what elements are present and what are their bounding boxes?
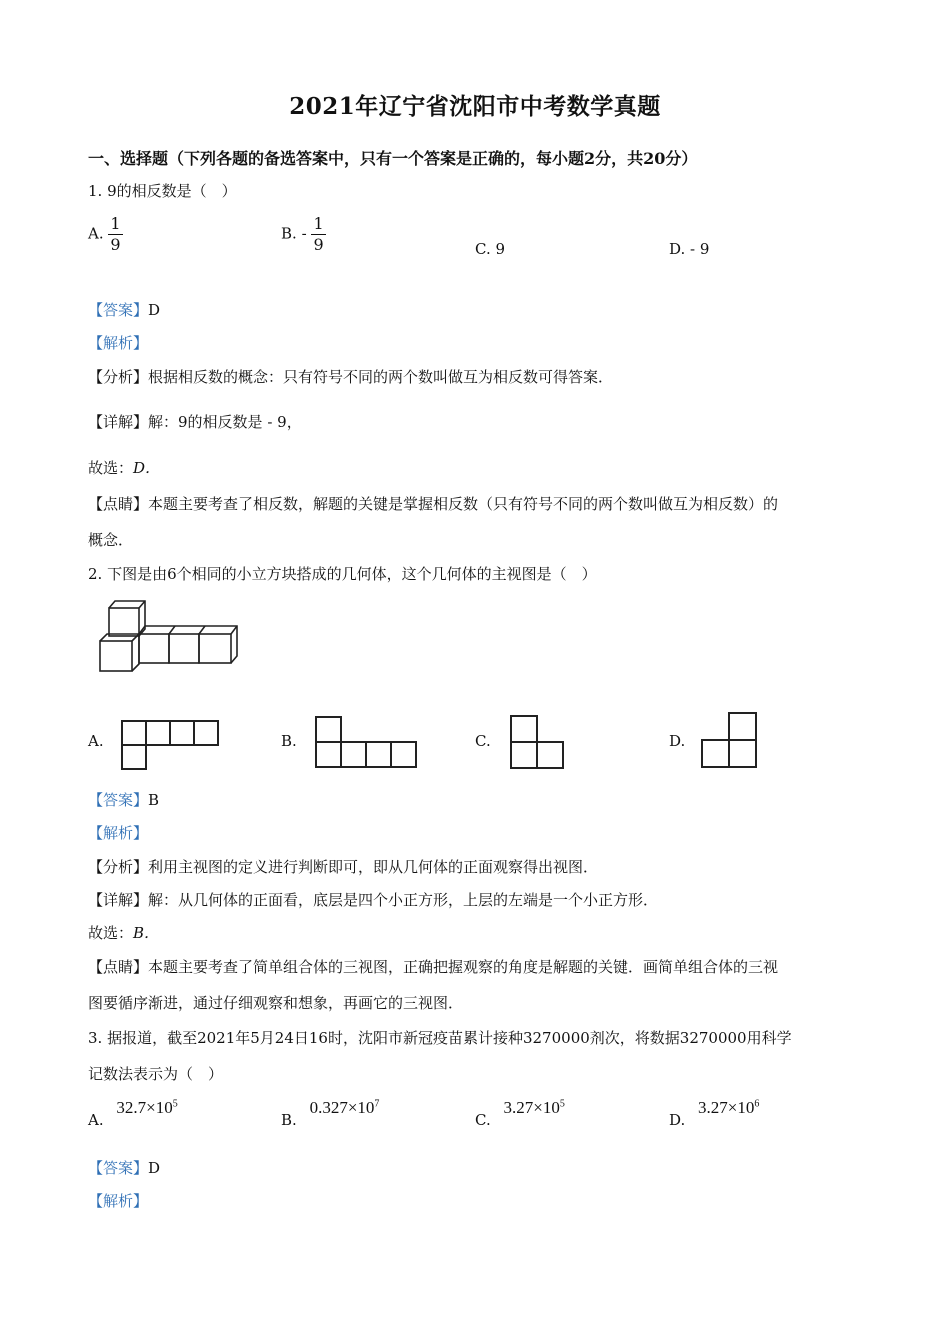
xiangjie-text: 解：9的相反数是 - 9， [148, 413, 302, 431]
fraction [108, 216, 122, 253]
answer-value: B [148, 791, 160, 809]
option-label: B. [281, 224, 297, 243]
q1-xiangjie [88, 411, 302, 432]
numerator: 1 [313, 214, 324, 233]
guxuan-label: 故选： [88, 924, 134, 942]
answer-tag: 【答案】 [88, 1159, 149, 1177]
page-title: 2021年辽宁省沈阳市中考数学真题 [289, 93, 661, 120]
q1-fenxi [88, 366, 613, 387]
sci-base: 3.27×10 [698, 1098, 755, 1117]
option-label: A. [88, 1111, 104, 1129]
q2-answer [88, 789, 159, 810]
guxuan-label: 故选： [88, 459, 134, 477]
q1-option-d [669, 240, 709, 258]
q2-option-a-label: A. [88, 732, 104, 750]
question-2-stem: 2. 下图是由6个相同的小立方块搭成的几何体，这个几何体的主视图是（ ） [88, 565, 597, 583]
q1-answer [88, 299, 160, 320]
q3-option-d [669, 1098, 760, 1129]
guxuan-value: B． [133, 924, 160, 942]
q2-dianjing-cont: 图要循序渐进，通过仔细观察和想象，再画它的三视图． [88, 994, 464, 1012]
denominator: 9 [110, 235, 121, 254]
option-label: A. [88, 224, 104, 243]
dianjing-tag: 【点睛】 [88, 958, 149, 976]
xiangjie-text: 解：从几何体的正面看，底层是四个小正方形，上层的左端是一个小正方形． [148, 891, 659, 909]
q2-dianjing [88, 956, 778, 977]
sci-base: 3.27×10 [503, 1098, 560, 1117]
fenxi-tag: 【分析】 [88, 858, 149, 876]
question-3-stem: 3. 据报道，截至2021年5月24日16时，沈阳市新冠疫苗累计接种3270000剂次，将数据3270000用科学 [88, 1029, 792, 1047]
q2-option-b-label: B. [281, 732, 297, 750]
sci-base: 32.7×10 [116, 1098, 173, 1117]
answer-value: D [148, 1159, 161, 1177]
jiexi-tag: 【解析】 [88, 824, 149, 842]
dianjing-tag: 【点睛】 [88, 495, 149, 513]
fraction [311, 216, 325, 253]
q2-guxuan [88, 922, 159, 943]
xiangjie-tag: 【详解】 [88, 413, 149, 431]
option-label: D. [669, 1111, 686, 1129]
sci-base: 0.327×10 [309, 1098, 375, 1117]
minus-sign: - [301, 224, 307, 243]
option-value [310, 1098, 380, 1117]
denominator: 9 [313, 235, 324, 254]
sci-exponent: 6 [754, 1098, 760, 1110]
option-value [116, 1098, 177, 1117]
cube-solid-figure [96, 598, 246, 678]
option-value [504, 1098, 565, 1117]
question-1-stem: 1. 9的相反数是（ ） [88, 182, 237, 200]
q1-dianjing [88, 493, 778, 514]
guxuan-value: D． [133, 459, 161, 477]
option-value [698, 1098, 759, 1117]
q3-answer [88, 1157, 160, 1178]
option-value: - 9 [690, 240, 710, 258]
q2-option-c-label: C. [475, 732, 491, 750]
q1-jiexi [88, 332, 148, 353]
q2-option-b-figure [315, 716, 419, 771]
answer-value: D [148, 301, 161, 319]
q3-jiexi [88, 1190, 148, 1211]
fenxi-tag: 【分析】 [88, 368, 149, 386]
fenxi-text: 利用主视图的定义进行判断即可，即从几何体的正面观察得出视图． [148, 858, 599, 876]
q2-option-a-figure [121, 720, 223, 772]
option-label: B. [281, 1111, 297, 1129]
dianjing-text: 本题主要考查了简单组合体的三视图，正确把握观察的角度是解题的关键．画简单组合体的三视 [148, 958, 779, 976]
section-heading: 一、选择题（下列各题的备选答案中，只有一个答案是正确的，每小题2分，共20分） [88, 149, 698, 168]
q2-option-d-figure [701, 712, 759, 770]
q2-fenxi [88, 856, 598, 877]
fenxi-text: 根据相反数的概念：只有符号不同的两个数叫做互为相反数可得答案． [148, 368, 614, 386]
q2-option-d-label: D. [669, 732, 686, 750]
answer-tag: 【答案】 [88, 301, 149, 319]
q1-dianjing-cont: 概念． [88, 531, 134, 549]
q2-jiexi [88, 822, 148, 843]
sci-exponent: 5 [172, 1098, 178, 1110]
question-3-stem-cont: 记数法表示为（ ） [88, 1065, 224, 1083]
option-label: C. [475, 240, 491, 258]
xiangjie-tag: 【详解】 [88, 891, 149, 909]
q3-option-b [281, 1098, 380, 1129]
q2-xiangjie [88, 889, 658, 910]
q3-option-c [475, 1098, 565, 1129]
q2-option-c-figure [510, 715, 566, 771]
sci-exponent: 7 [374, 1098, 380, 1110]
q1-option-c [475, 240, 505, 258]
dianjing-text: 本题主要考查了相反数，解题的关键是掌握相反数（只有符号不同的两个数叫做互为相反数）的 [148, 495, 779, 513]
sci-exponent: 5 [559, 1098, 565, 1110]
numerator: 1 [110, 214, 121, 233]
jiexi-tag: 【解析】 [88, 334, 149, 352]
jiexi-tag: 【解析】 [88, 1192, 149, 1210]
option-value: 9 [495, 240, 506, 258]
answer-tag: 【答案】 [88, 791, 149, 809]
q1-option-a [88, 216, 123, 253]
option-label: D. [669, 240, 686, 258]
q1-guxuan [88, 457, 160, 478]
q1-option-b [281, 216, 326, 253]
q3-option-a [88, 1098, 178, 1129]
option-label: C. [475, 1111, 491, 1129]
